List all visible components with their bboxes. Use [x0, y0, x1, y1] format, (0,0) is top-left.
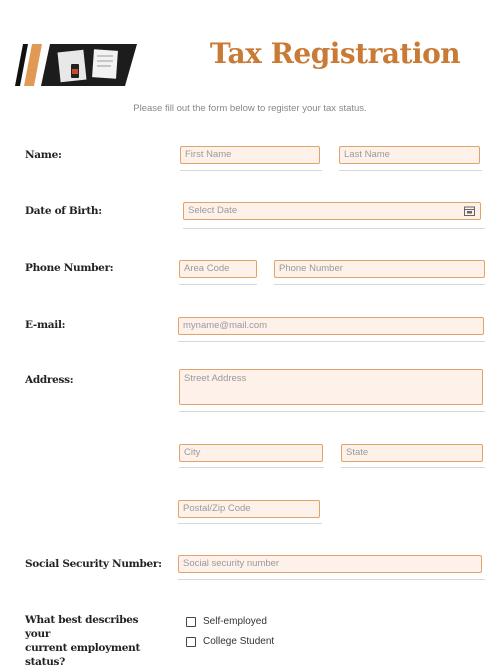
employment-label-line-1: What best describes your — [25, 614, 139, 640]
dob-underline — [183, 228, 485, 229]
option-college-student[interactable] — [186, 636, 274, 647]
ssn-input[interactable]: Social security number — [178, 555, 482, 573]
email-label: E-mail: — [25, 319, 66, 331]
phone-number-input[interactable]: Phone Number — [274, 260, 485, 278]
page-title: Tax Registration — [209, 37, 461, 70]
employment-status-label — [25, 613, 160, 669]
area-code-underline — [179, 284, 257, 285]
city-input[interactable]: City — [179, 444, 323, 462]
college-student-checkbox[interactable] — [186, 637, 196, 647]
email-input[interactable]: myname@mail.com — [178, 317, 484, 335]
self-employed-label: Self-employed — [203, 616, 267, 627]
first-name-underline — [180, 170, 322, 171]
header-photo-logo — [15, 42, 137, 86]
ssn-label: Social Security Number: — [25, 558, 162, 570]
street-address-underline — [179, 411, 485, 412]
dob-label: Date of Birth: — [25, 205, 102, 217]
dob-placeholder: Select Date — [188, 205, 238, 216]
state-input[interactable]: State — [341, 444, 483, 462]
zip-code-input[interactable]: Postal/Zip Code — [178, 500, 320, 518]
email-underline — [178, 341, 485, 342]
ssn-underline — [178, 579, 485, 580]
name-label: Name: — [25, 149, 62, 161]
phone-number-underline — [274, 284, 485, 285]
self-employed-checkbox[interactable] — [186, 617, 196, 627]
dob-date-picker[interactable] — [183, 202, 481, 220]
employment-label-line-2: current employment — [25, 642, 141, 654]
zip-code-underline — [178, 523, 322, 524]
first-name-input[interactable]: First Name — [180, 146, 320, 164]
street-address-input[interactable]: Street Address — [179, 369, 483, 405]
option-self-employed[interactable] — [186, 616, 267, 627]
state-underline — [341, 467, 485, 468]
employment-label-line-3: status? — [25, 656, 66, 668]
page-subtitle: Please fill out the form below to register your tax status. — [133, 103, 367, 114]
last-name-underline — [339, 170, 482, 171]
last-name-input[interactable]: Last Name — [339, 146, 480, 164]
calendar-icon[interactable] — [464, 206, 475, 216]
city-underline — [179, 467, 324, 468]
phone-label: Phone Number: — [25, 262, 114, 274]
area-code-input[interactable]: Area Code — [179, 260, 257, 278]
address-label: Address: — [25, 374, 74, 386]
college-student-label: College Student — [203, 636, 275, 647]
